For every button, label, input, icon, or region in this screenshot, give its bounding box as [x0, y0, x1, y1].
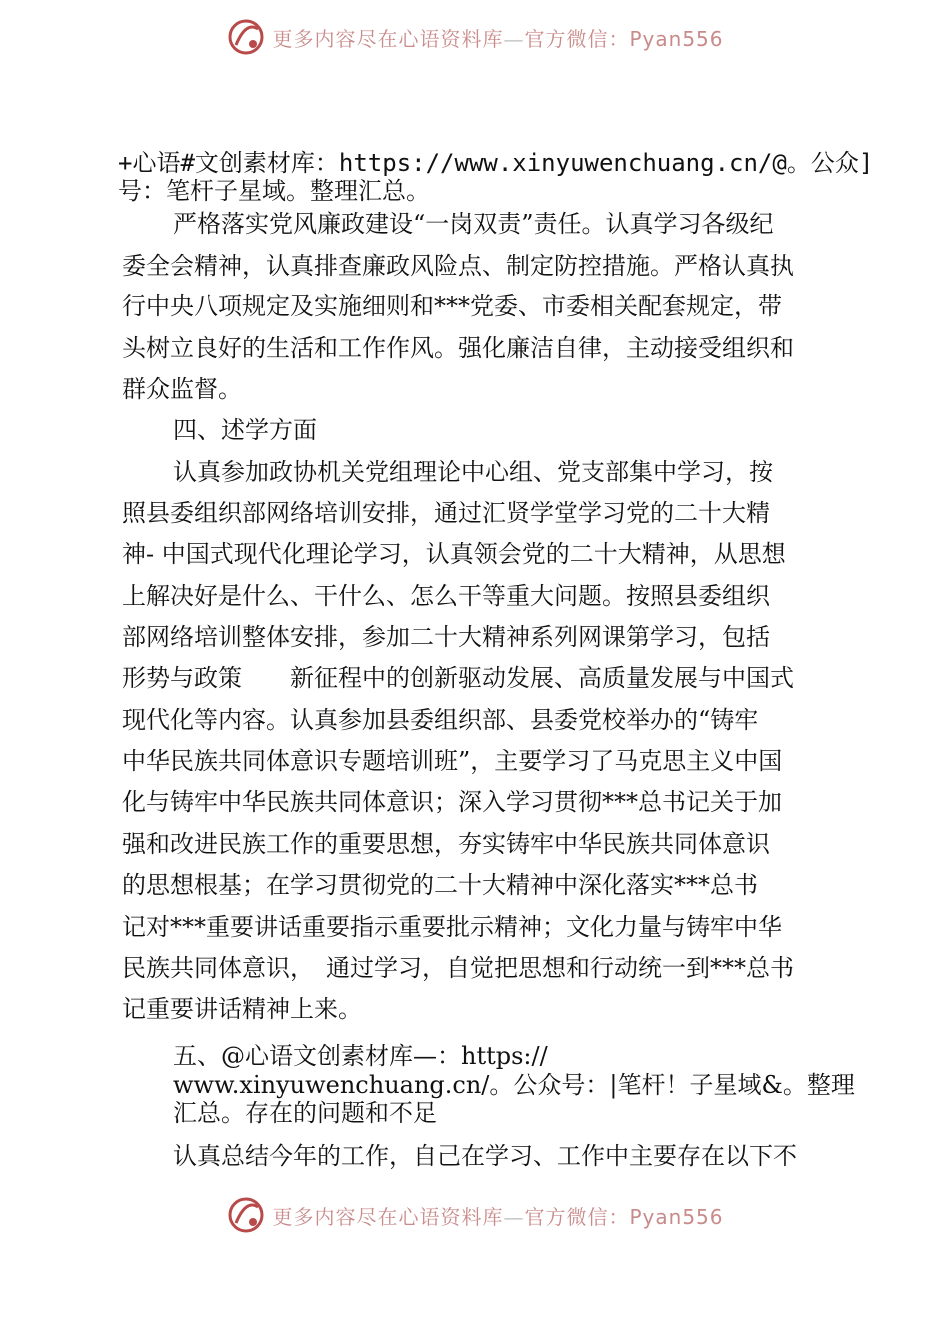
section-heading: 四、述学方面 [173, 416, 317, 444]
banner-wechat-label: 官方微信： [524, 1204, 630, 1229]
text-line: 部网络培训整体安排，参加二十大精神系列网课第学习，包括 [122, 623, 770, 651]
banner-title: 更多内容尽在心语资料库 [272, 26, 504, 51]
text-line: 中华民族共同体意识专题培训班”，主要学习了马克思主义中国 [122, 747, 783, 775]
text-line: 群众监督。 [122, 375, 242, 403]
logo-icon [226, 1195, 266, 1235]
banner-title: 更多内容尽在心语资料库 [272, 1204, 504, 1229]
text-line: 神- 中国式现代化理论学习，认真领会党的二十大精神，从思想 [122, 540, 786, 568]
text-line: 行中央八项规定及实施细则和***党委、市委相关配套规定，带 [122, 292, 782, 320]
text-line: 记重要讲话精神上来。 [122, 995, 362, 1023]
text-line: 照县委组织部网络培训安排，通过汇贤学堂学习党的二十大精 [122, 499, 770, 527]
text-line: www.xinyuwenchuang.cn/。公众号：|笔杆！子星域&。整理 [173, 1071, 855, 1099]
text-line: 记对***重要讲话重要指示重要批示精神；文化力量与铸牢中华 [122, 913, 782, 941]
text-line: 上解决好是什么、干什么、怎么干等重大问题。按照县委组织 [122, 582, 770, 610]
text-line: 委全会精神，认真排查廉政风险点、制定防控措施。严格认真执 [122, 252, 794, 280]
text-line: +心语#文创素材库：https://www.xinyuwenchuang.cn/@。公众] [118, 149, 874, 177]
text-line: 形势与政策 新征程中的创新驱动发展、高质量发展与中国式 [122, 664, 794, 692]
banner-separator: — [503, 1204, 525, 1229]
text-line: 认真参加政协机关党组理论中心组、党支部集中学习，按 [173, 458, 773, 486]
section-heading: 五、@心语文创素材库—：https:// [173, 1042, 548, 1070]
banner-wechat-id: Pyan556 [629, 1204, 724, 1229]
text-line: 民族共同体意识， 通过学习，自觉把思想和行动统一到***总书 [122, 954, 794, 982]
text-line: 号：笔杆子星域。整理汇总。 [118, 177, 430, 205]
text-line: 化与铸牢中华民族共同体意识；深入学习贯彻***总书记关于加 [122, 788, 782, 816]
text-line: 认真总结今年的工作，自己在学习、工作中主要存在以下不 [173, 1142, 797, 1170]
text-line: 现代化等内容。认真参加县委组织部、县委党校举办的“铸牢 [122, 706, 759, 734]
text-line: 的思想根基；在学习贯彻党的二十大精神中深化落实***总书 [122, 871, 758, 899]
banner-wechat-label: 官方微信： [524, 26, 630, 51]
footer-banner [0, 1192, 950, 1238]
text-line: 头树立良好的生活和工作作风。强化廉洁自律，主动接受组织和 [122, 334, 794, 362]
banner-separator: — [503, 26, 525, 51]
text-line: 汇总。存在的问题和不足 [173, 1099, 437, 1127]
text-line: 严格落实党风廉政建设“一岗双责”责任。认真学习各级纪 [173, 210, 774, 238]
text-line: 强和改进民族工作的重要思想，夯实铸牢中华民族共同体意识 [122, 830, 770, 858]
banner-wechat-id: Pyan556 [629, 26, 724, 51]
banner-text [272, 1201, 723, 1230]
